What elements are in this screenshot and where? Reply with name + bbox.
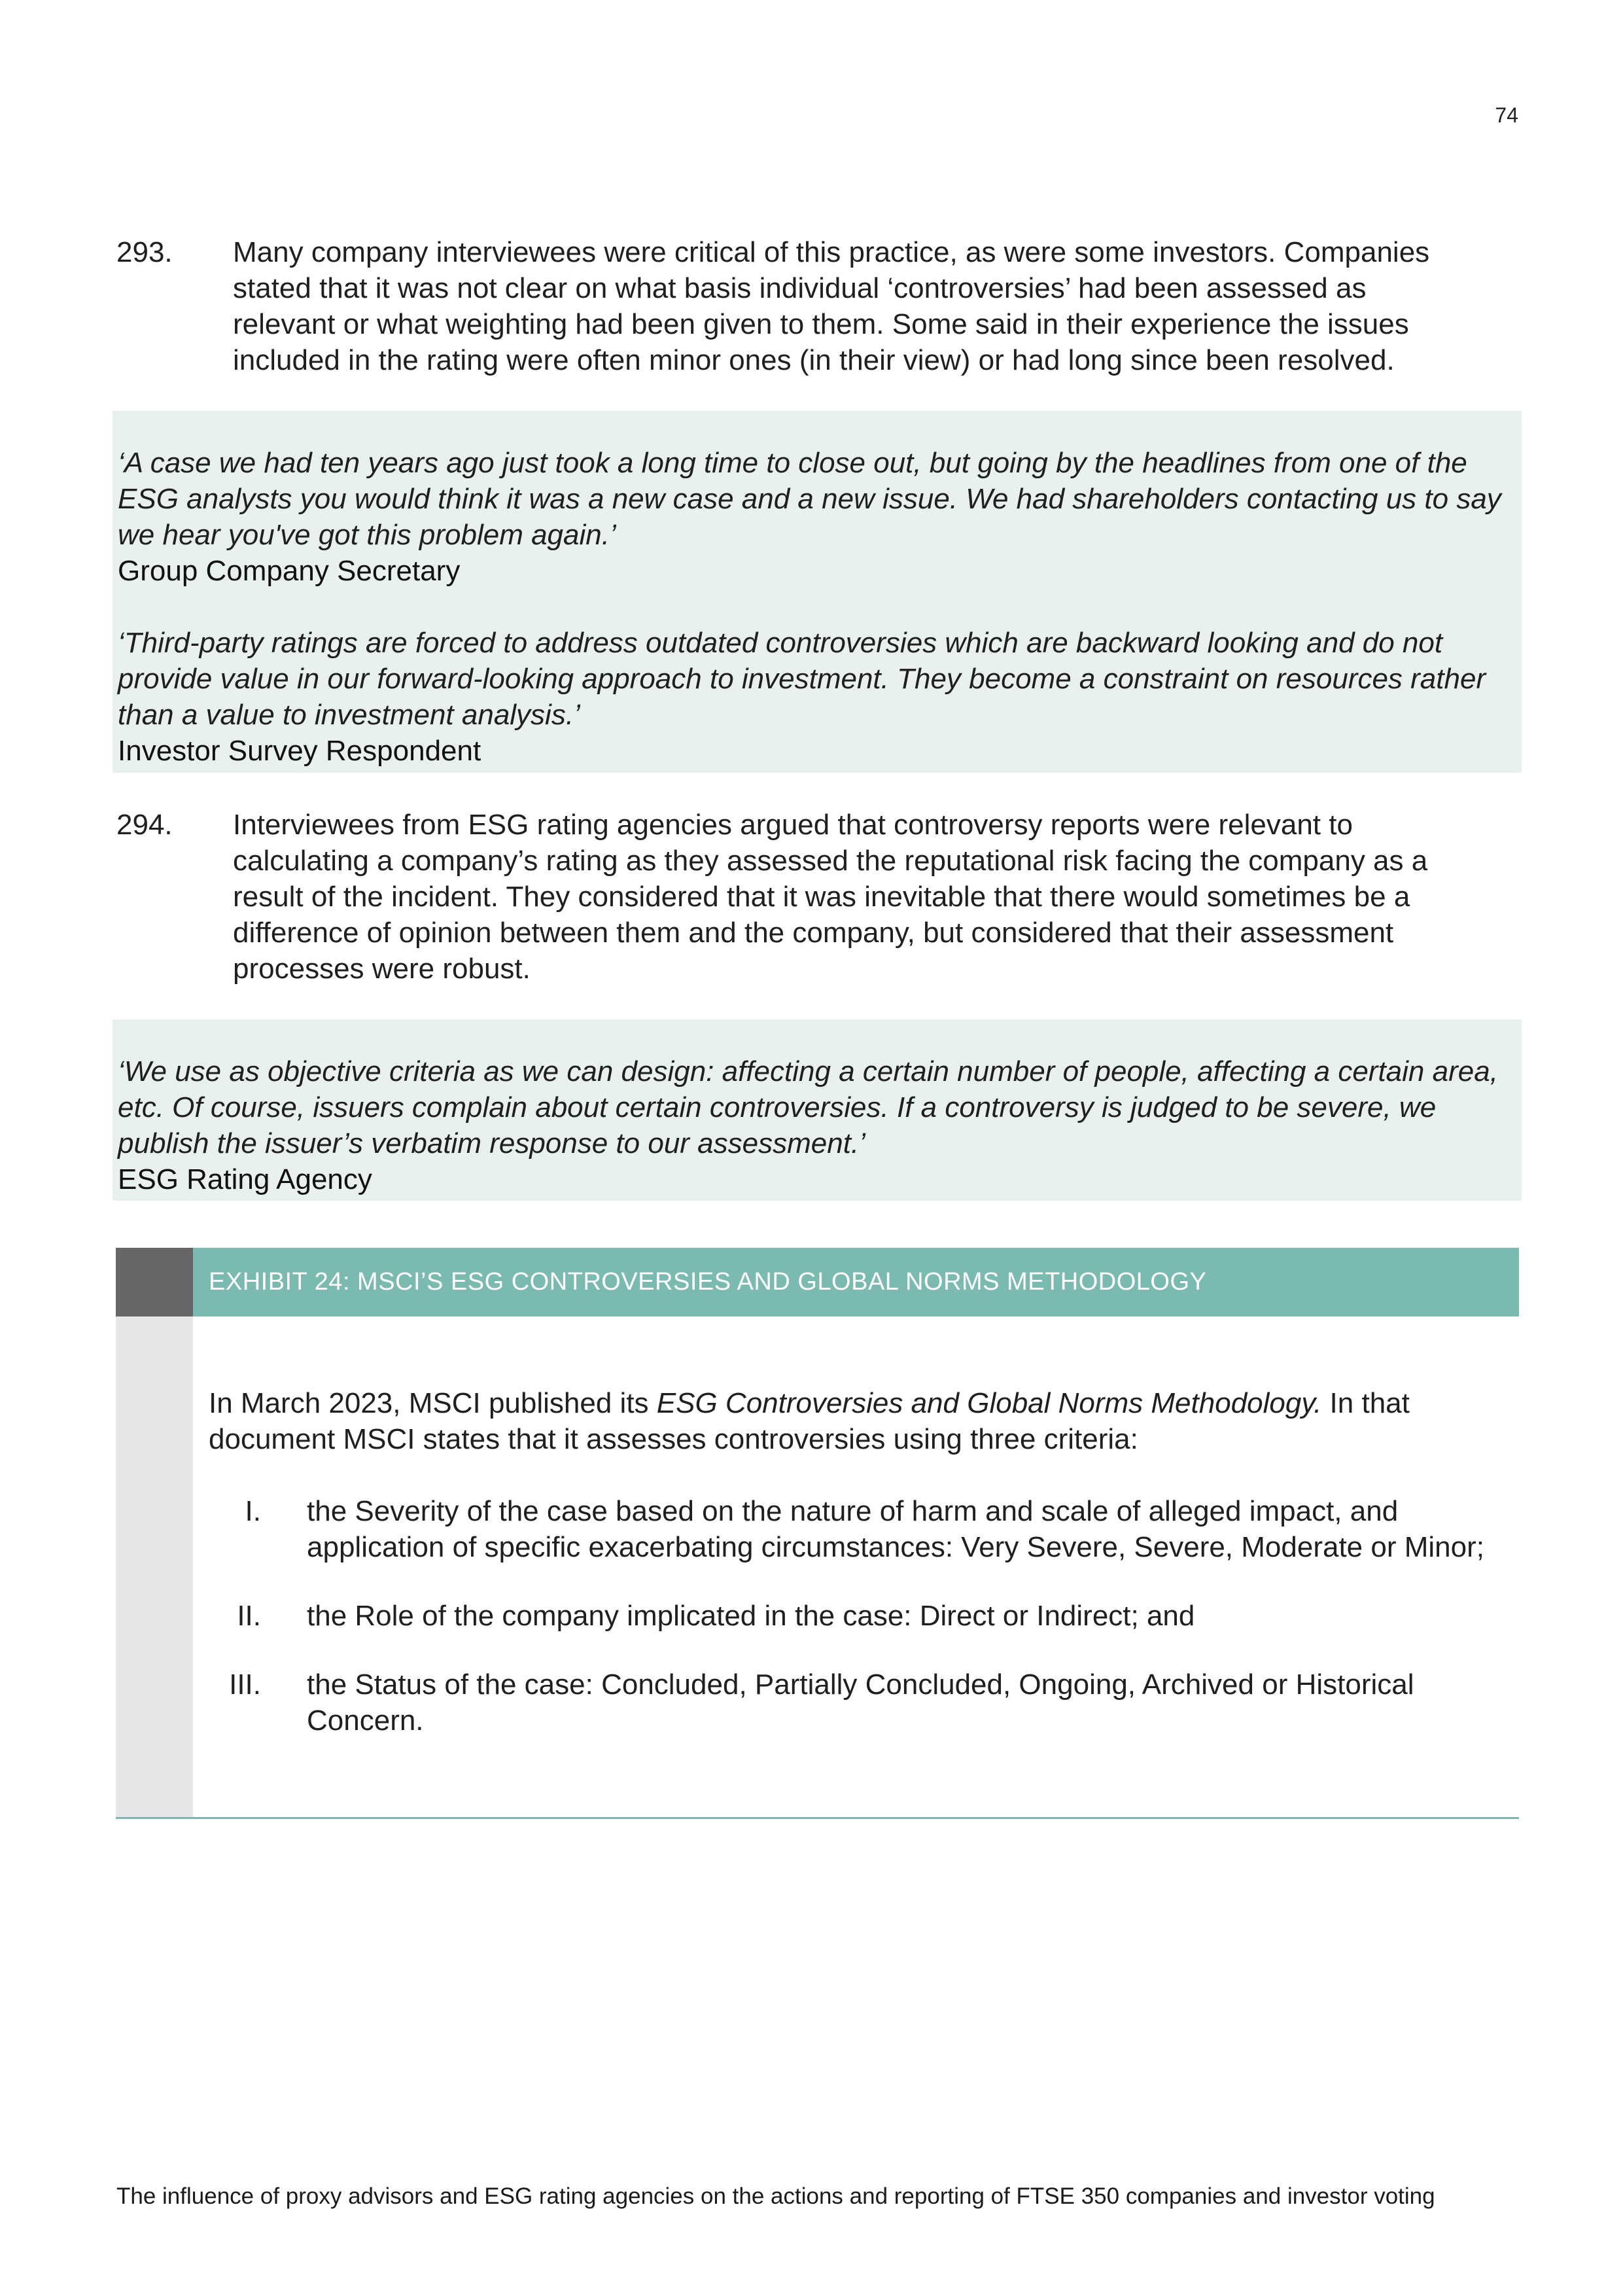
exhibit-side-bar	[116, 1316, 193, 1817]
quote-text: ‘A case we had ten years ago just took a long time to close out, but going by the headlines from one of the ESG analysts you would think it was a new case and a new issue. We had shareholders contacting us to say we hear you've got this problem again.’	[118, 447, 1501, 551]
paragraph-number: 294.	[116, 809, 173, 841]
paragraph-number: 293.	[116, 236, 173, 268]
paragraph-text: Interviewees from ESG rating agencies argued that controversy reports were relevant to calculating a company’s rating as they assessed the reputational risk facing the company as a result of the incident. They considered that it was inevitable that there would sometimes be a difference of opinion between them and the company, but considered that their assessment processes were robust.	[233, 809, 1428, 985]
list-numeral: II.	[237, 1600, 261, 1632]
methodology-title: ESG Controversies and Global Norms Methodology.	[656, 1387, 1322, 1419]
criteria-item-role: II. the Role of the company implicated in the case: Direct or Indirect; and	[209, 1598, 1491, 1634]
paragraph-293	[116, 234, 1477, 378]
exhibit-body	[209, 1385, 1491, 1771]
exhibit-header-marker	[116, 1248, 193, 1316]
criteria-item-status: III. the Status of the case: Concluded, Partially Concluded, Ongoing, Archived or Historical Concern.	[209, 1667, 1491, 1739]
list-numeral: I.	[245, 1495, 261, 1527]
exhibit-title: EXHIBIT 24: MSCI’S ESG CONTROVERSIES AND GLOBAL NORMS METHODOLOGY	[193, 1248, 1519, 1316]
quote-attribution: Group Company Secretary	[118, 555, 461, 587]
page-number: 74	[1495, 103, 1518, 127]
quote-attribution: Investor Survey Respondent	[118, 735, 481, 767]
criteria-term: Role	[355, 1600, 414, 1632]
quote-box-1	[113, 411, 1522, 773]
exhibit-24	[116, 1248, 1519, 1819]
quote-text: ‘We use as objective criteria as we can design: affecting a certain number of people, affecting a certain area, etc. Of course, issuers complain about certain controversies. If a controversy is judged to be severe, we publish the issuer’s verbatim response to our assessment.’	[118, 1055, 1498, 1159]
paragraph-294	[116, 807, 1477, 987]
criteria-item-severity: I. the Severity of the case based on the nature of harm and scale of alleged impact, and application of specific exacerbating circumstances: Very Severe, Severe, Moderate or Minor;	[209, 1493, 1491, 1565]
quote-attribution: ESG Rating Agency	[118, 1163, 372, 1195]
criteria-term: Status	[355, 1669, 437, 1701]
criteria-term: Severity	[355, 1495, 459, 1527]
exhibit-intro: In March 2023, MSCI published its ESG Controversies and Global Norms Methodology. In that document MSCI states that it assesses controversies using three criteria:	[209, 1387, 1410, 1455]
quote-box-2	[113, 1019, 1522, 1201]
quote-text: ‘Third-party ratings are forced to address outdated controversies which are backward looking and do not provide value in our forward-looking approach to investment. They become a constraint on resources rather than a value to investment analysis.’	[118, 627, 1486, 731]
page-footer: The influence of proxy advisors and ESG rating agencies on the actions and reporting of FTSE 350 companies and investor voting	[116, 2183, 1435, 2209]
paragraph-text: Many company interviewees were critical of this practice, as were some investors. Companies stated that it was not clear on what basis individual ‘controversies’ had been assessed as relevant or what weighting had been given to them. Some said in their experience the issues included in the rating were often minor ones (in their view) or had long since been resolved.	[233, 236, 1430, 376]
list-numeral: III.	[229, 1669, 261, 1701]
criteria-list	[209, 1493, 1491, 1739]
